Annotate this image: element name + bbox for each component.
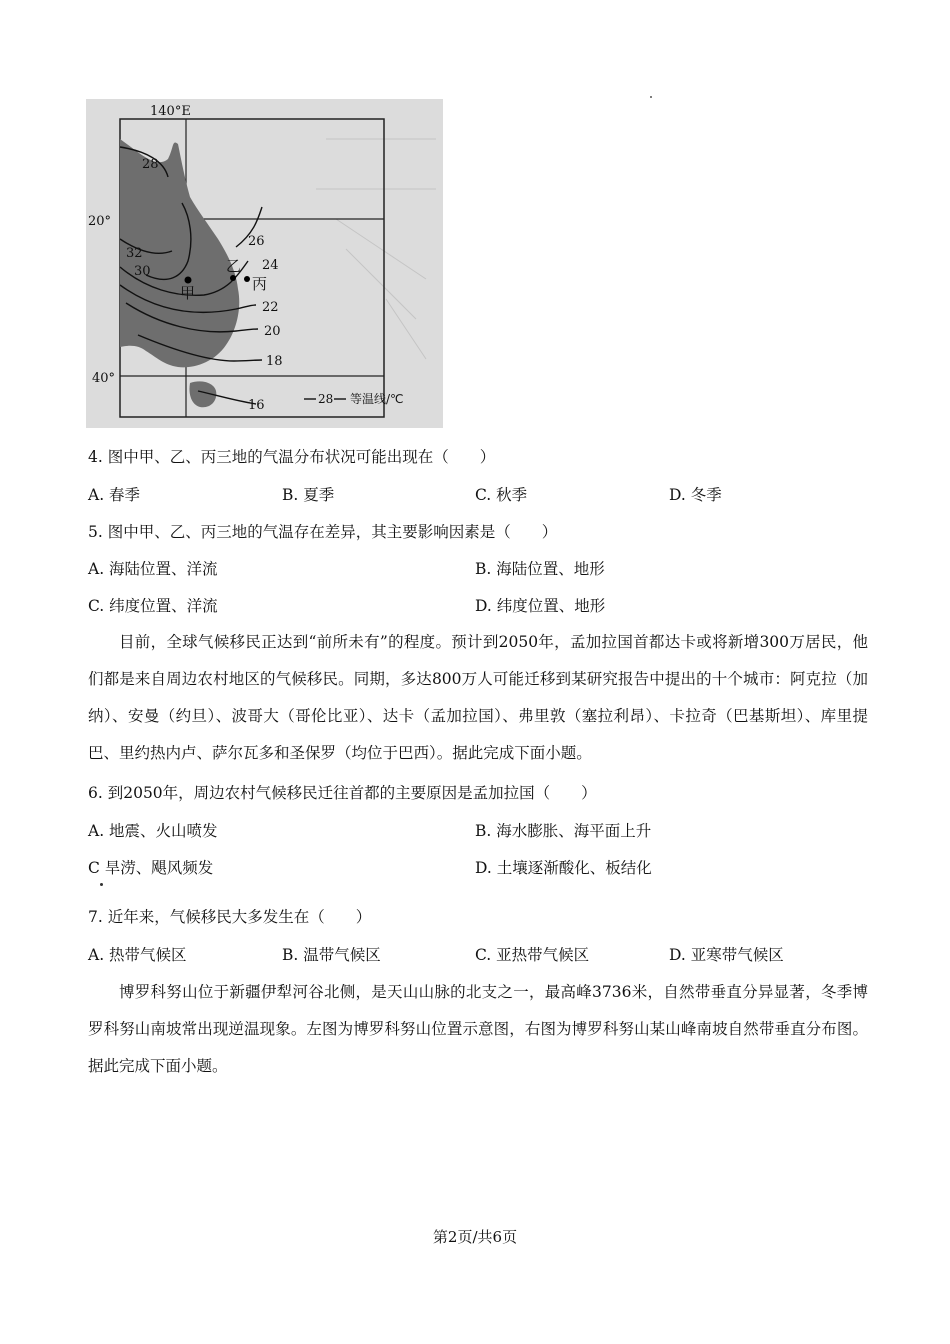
iso-label-30: 30	[134, 264, 151, 279]
legend-value: 28	[318, 392, 334, 406]
legend-text: 等温线/℃	[350, 392, 404, 406]
q5-option-a: A. 海陆位置、洋流	[88, 560, 218, 578]
q4-stem: 4. 图中甲、乙、丙三地的气温分布状况可能出现在（ ）	[88, 448, 496, 466]
place-label-jia: 甲	[180, 284, 196, 302]
iso-label-28: 28	[142, 157, 159, 172]
longitude-label: 140°E	[150, 104, 191, 119]
q6-option-c: C 旱涝、飓风频发	[88, 859, 214, 877]
q6-stem: 6. 到2050年，周边农村气候移民迁往首都的主要原因是孟加拉国（ ）	[88, 784, 597, 802]
point-bing	[244, 276, 250, 282]
iso-label-22: 22	[262, 300, 279, 315]
iso-label-24: 24	[262, 258, 279, 273]
latitude-40-label: 40°	[92, 371, 116, 386]
q7-stem: 7. 近年来，气候移民大多发生在（ ）	[88, 908, 372, 926]
q7-option-a: A. 热带气候区	[88, 946, 187, 964]
iso-label-16: 16	[248, 398, 265, 413]
iso-label-20: 20	[264, 324, 281, 339]
q5-option-b: B. 海陆位置、地形	[475, 560, 605, 578]
q4-option-b: B. 夏季	[282, 486, 335, 504]
point-yi	[230, 275, 236, 281]
iso-label-18: 18	[266, 354, 283, 369]
q5-stem: 5. 图中甲、乙、丙三地的气温存在差异，其主要影响因素是（ ）	[88, 523, 558, 541]
passage-climate-migration: 目前，全球气候移民正达到“前所未有”的程度。预计到2050年，孟加拉国首都达卡或将新增300万居民，他们都是来自周边农村地区的气候移民。同期，多达800万人可能迁移到某研究报告中提出的十个城市：阿克拉（加纳）、安曼（约旦）、波哥大（哥伦比亚）、达卡（孟加拉国）、弗里敦（塞拉利昂）、卡拉奇（巴基斯坦）、库里提巴、里约热内卢、萨尔瓦多和圣保罗（均位于巴西）。据此完成下面小题。	[88, 633, 868, 762]
q6-option-a: A. 地震、火山喷发	[88, 822, 218, 840]
isotherm-map	[86, 99, 443, 428]
passage-borohoro-mountain: 博罗科努山位于新疆伊犁河谷北侧，是天山山脉的北支之一，最高峰3736米，自然带垂直分异显著，冬季博罗科努山南坡常出现逆温现象。左图为博罗科努山位置示意图，右图为博罗科努山某山峰南坡自然带垂直分布图。据此完成下面小题。	[88, 983, 868, 1075]
q7-option-b: B. 温带气候区	[282, 946, 381, 964]
place-label-bing: 丙	[252, 275, 268, 293]
iso-label-32: 32	[126, 246, 143, 261]
q7-option-d: D. 亚寒带气候区	[669, 946, 784, 964]
point-jia	[185, 277, 192, 284]
q6-option-b: B. 海水膨胀、海平面上升	[475, 822, 652, 840]
speck-mark-2	[100, 883, 103, 886]
iso-label-26: 26	[248, 234, 265, 249]
q5-option-d: D. 纬度位置、地形	[475, 597, 606, 615]
q6-option-d: D. 土壤逐渐酸化、板结化	[475, 859, 652, 877]
q7-option-c: C. 亚热带气候区	[475, 946, 590, 964]
q4-option-d: D. 冬季	[669, 486, 722, 504]
speck-mark	[650, 96, 652, 98]
q4-option-c: C. 秋季	[475, 486, 528, 504]
q4-option-a: A. 春季	[88, 486, 141, 504]
place-label-yi: 乙	[226, 257, 242, 275]
page-number-footer: 第2页/共6页	[432, 1228, 518, 1246]
latitude-20-label: 20°	[88, 214, 112, 229]
q5-option-c: C. 纬度位置、洋流	[88, 597, 218, 615]
